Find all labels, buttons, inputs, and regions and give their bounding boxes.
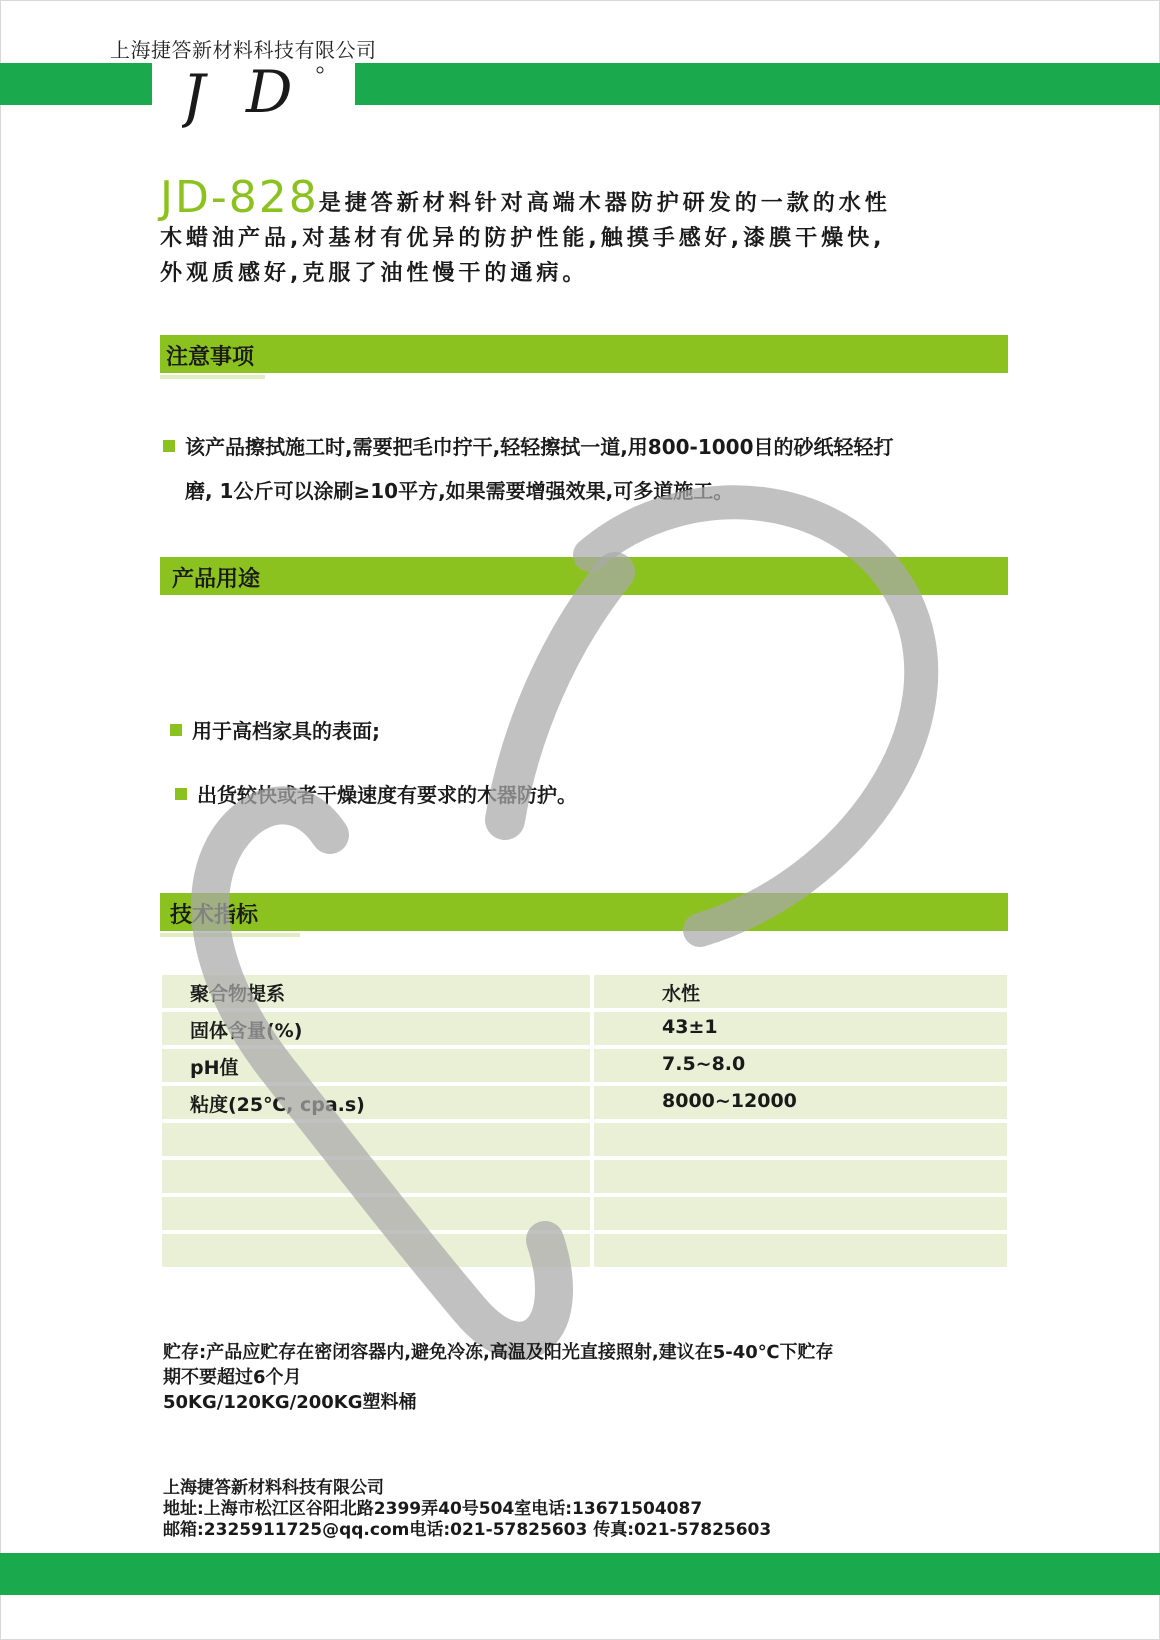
storage-info xyxy=(163,1340,1013,1415)
table-cell-value xyxy=(594,1049,1007,1082)
intro-line-1: 是捷答新材料针对高端木器防护研发的一款的水性 xyxy=(318,191,891,216)
section-bar-usage xyxy=(160,557,1008,595)
jd-logo xyxy=(182,60,332,130)
table-cell-label xyxy=(162,1123,590,1156)
table-row xyxy=(162,1234,1007,1267)
section-accent xyxy=(160,933,300,937)
spec-value: 8000~12000 xyxy=(662,1090,797,1112)
intro-line-3: 外观质感好,克服了油性慢干的通病。 xyxy=(160,261,589,286)
table-cell-label xyxy=(162,1160,590,1193)
footer-email-phone: 邮箱:2325911725@qq.com电话:021-57825603 传真:021-57825603 xyxy=(163,1520,772,1540)
section-title-specs: 技术指标 xyxy=(170,903,259,928)
usage-item-label: 用于高档家具的表面; xyxy=(192,719,380,743)
footer-band xyxy=(0,1553,1160,1595)
spec-value: 43±1 xyxy=(662,1016,718,1038)
bullet-square-icon xyxy=(175,788,187,800)
intro-line-2: 木蜡油产品,对基材有优异的防护性能,触摸手感好,漆膜干燥快, xyxy=(160,226,886,251)
storage-line-1: 贮存:产品应贮存在密闭容器内,避免冷冻,高温及阳光直接照射,建议在5-40℃下贮存 xyxy=(163,1342,834,1363)
section-accent xyxy=(160,375,265,379)
section-title-notes: 注意事项 xyxy=(166,345,255,370)
table-cell-label xyxy=(162,1234,590,1267)
notes-paragraph xyxy=(163,425,1013,513)
table-cell-value xyxy=(594,1234,1007,1267)
section-bar-specs xyxy=(160,893,1008,931)
spec-value: 7.5~8.0 xyxy=(662,1053,746,1075)
spec-label: pH值 xyxy=(190,1057,239,1079)
table-row xyxy=(162,975,1007,1008)
svg-text:J: J xyxy=(182,62,206,130)
section-title-usage: 产品用途 xyxy=(172,567,261,592)
spec-label: 聚合物提系 xyxy=(190,983,286,1005)
usage-list-item xyxy=(170,715,380,744)
table-row xyxy=(162,1012,1007,1045)
usage-list-item xyxy=(175,779,577,808)
table-cell-label xyxy=(162,1049,590,1082)
footer-company-name: 上海捷答新材料科技有限公司 xyxy=(163,1478,384,1498)
footer-address: 地址:上海市松江区谷阳北路2399弄40号504室电话:13671504087 xyxy=(163,1499,703,1519)
spec-value: 水性 xyxy=(662,983,701,1005)
svg-text:D: D xyxy=(246,60,293,126)
header-company-name: 上海捷答新材料科技有限公司 xyxy=(110,38,377,62)
storage-line-3: 50KG/120KG/200KG塑料桶 xyxy=(163,1392,417,1413)
product-model: JD-828 xyxy=(160,172,319,223)
table-cell-value xyxy=(594,1160,1007,1193)
bullet-square-icon xyxy=(170,724,182,736)
spec-label: 粘度(25℃, cpa.s) xyxy=(190,1094,365,1116)
notes-text-line-1: 该产品擦拭施工时,需要把毛巾拧干,轻轻擦拭一道,用800-1000目的砂纸轻轻打 xyxy=(185,435,894,459)
table-row xyxy=(162,1160,1007,1193)
table-cell-value xyxy=(594,1012,1007,1045)
table-cell-label xyxy=(162,1012,590,1045)
storage-line-2: 期不要超过6个月 xyxy=(163,1367,302,1388)
table-cell-value xyxy=(594,1086,1007,1119)
spec-table xyxy=(162,975,1007,1271)
header-band-left xyxy=(0,63,152,105)
table-cell-label xyxy=(162,975,590,1008)
section-bar-notes xyxy=(160,335,1008,373)
table-row xyxy=(162,1049,1007,1082)
usage-item-label: 出货较快或者干燥速度有要求的木器防护。 xyxy=(197,783,577,807)
table-cell-label xyxy=(162,1086,590,1119)
footer-contact xyxy=(163,1478,1013,1541)
table-row xyxy=(162,1197,1007,1230)
header-band-right xyxy=(355,63,1160,105)
bullet-square-icon xyxy=(163,440,175,452)
table-cell-value xyxy=(594,1197,1007,1230)
table-cell-label xyxy=(162,1197,590,1230)
notes-text-line-2: 磨, 1公斤可以涂刷≥10平方,如果需要增强效果,可多道施工。 xyxy=(185,479,734,503)
table-cell-value xyxy=(594,975,1007,1008)
spec-label: 固体含量(%) xyxy=(190,1020,303,1042)
table-row xyxy=(162,1123,1007,1156)
table-row xyxy=(162,1086,1007,1119)
product-intro xyxy=(160,172,1000,291)
table-cell-value xyxy=(594,1123,1007,1156)
